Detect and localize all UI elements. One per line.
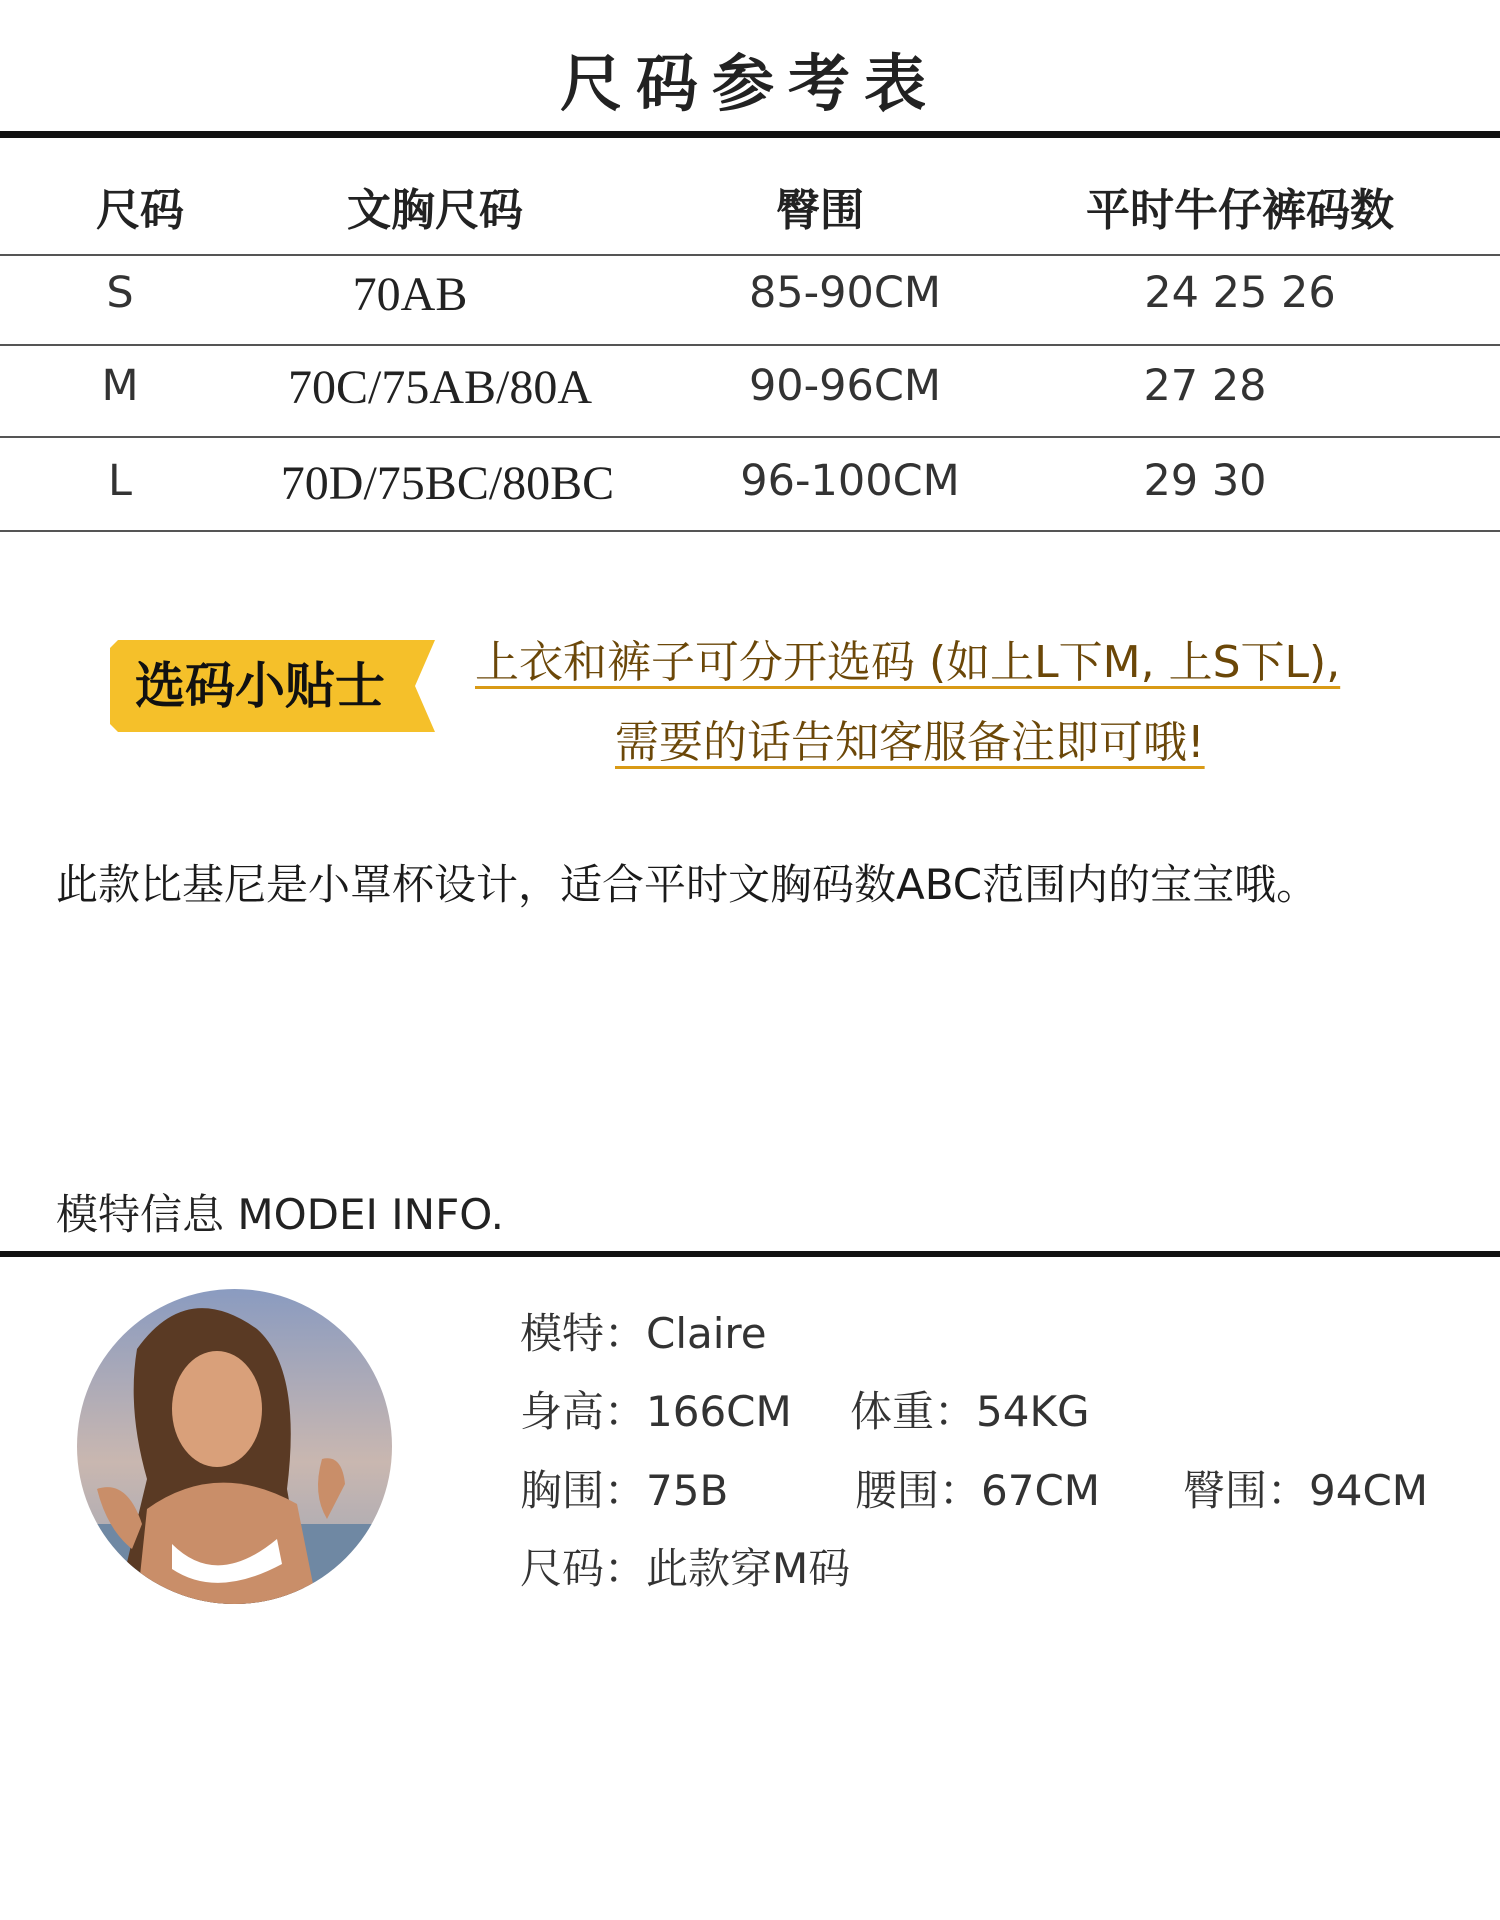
table-cell-bra: 70D/75BC/80BC — [280, 457, 615, 510]
table-cell-hip: 90-96CM — [748, 361, 942, 411]
col-header-size: 尺码 — [96, 185, 184, 236]
table-rule — [0, 344, 1500, 346]
model-bust: 胸围：75B — [520, 1466, 729, 1515]
model-name: 模特：Claire — [520, 1309, 767, 1358]
table-cell-jeans: 27 28 — [1143, 361, 1267, 411]
model-height: 身高：166CM — [520, 1387, 792, 1436]
table-bottom-rule — [0, 530, 1500, 532]
table-cell-size: M — [101, 361, 139, 411]
table-cell-bra: 70C/75AB/80A — [287, 361, 593, 414]
table-cell-hip: 85-90CM — [748, 268, 942, 318]
tip-line-1: 上衣和裤子可分开选码 (如上L下M, 上S下L), — [475, 637, 1341, 688]
page-title: 尺码参考表 — [559, 47, 940, 120]
table-cell-bra: 70AB — [352, 268, 468, 321]
model-hip: 臀围：94CM — [1183, 1466, 1429, 1515]
table-cell-size: S — [106, 268, 134, 318]
model-info-title: 模特信息 MODEI INFO. — [56, 1190, 504, 1239]
col-header-jeans-size: 平时牛仔裤码数 — [1086, 185, 1394, 236]
tip-line-2: 需要的话告知客服备注即可哦! — [615, 717, 1205, 768]
table-rule — [0, 254, 1500, 256]
table-cell-jeans: 29 30 — [1143, 456, 1267, 506]
table-cell-size: L — [108, 456, 132, 506]
model-size: 尺码：此款穿M码 — [520, 1544, 851, 1593]
table-cell-jeans: 24 25 26 — [1144, 268, 1336, 318]
model-info-rule — [0, 1251, 1500, 1257]
model-waist: 腰围：67CM — [855, 1466, 1101, 1515]
model-weight: 体重：54KG — [850, 1387, 1090, 1436]
col-header-hip: 臀围 — [776, 185, 864, 236]
model-avatar — [77, 1289, 392, 1604]
table-cell-hip: 96-100CM — [740, 456, 960, 506]
tip-badge-label: 选码小贴士 — [135, 657, 385, 715]
table-top-rule — [0, 131, 1500, 138]
table-rule — [0, 436, 1500, 438]
col-header-bra-size: 文胸尺码 — [347, 185, 523, 236]
product-note: 此款比基尼是小罩杯设计，适合平时文胸码数ABC范围内的宝宝哦。 — [56, 860, 1319, 909]
